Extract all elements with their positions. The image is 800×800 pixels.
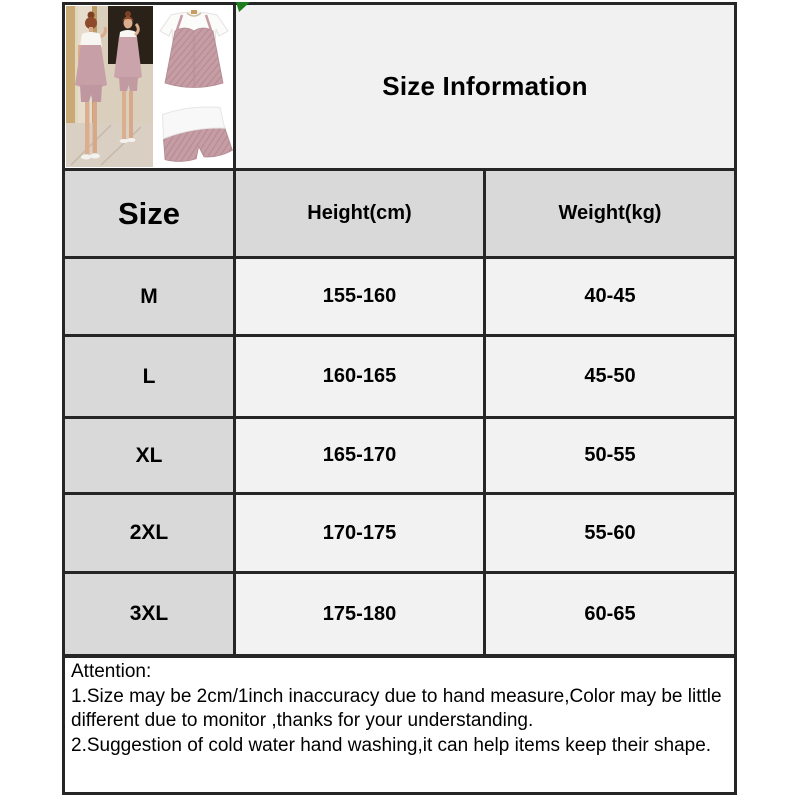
row-m-size: M [65,259,233,334]
product-photo-montage [65,5,233,168]
size-table [62,2,737,657]
row-2xl-height: 170-175 [236,495,483,571]
row-xl-height: 165-170 [236,419,483,492]
shorts-photo [155,98,233,167]
row-3xl-weight: 60-65 [486,574,734,654]
model-photo [66,6,153,167]
attention-heading: Attention: [71,661,152,682]
row-l-size: L [65,337,233,416]
attention-line-1: 1.Size may be 2cm/1inch inaccuracy due to hand measure,Color may be little [71,685,722,707]
row-l-weight: 45-50 [486,337,734,416]
row-2xl-weight: 55-60 [486,495,734,571]
product-photos-cell [65,5,233,168]
row-l-height: 160-165 [236,337,483,416]
row-m-height: 155-160 [236,259,483,334]
row-xl-weight: 50-55 [486,419,734,492]
row-m-weight: 40-45 [486,259,734,334]
row-3xl-height: 175-180 [236,574,483,654]
size-information-title: Size Information [236,5,734,168]
column-header-weight: Weight(kg) [486,171,734,256]
row-3xl-size: 3XL [65,574,233,654]
column-header-height: Height(cm) [236,171,483,256]
row-2xl-size: 2XL [65,495,233,571]
column-header-size: Size [65,171,233,256]
top-garment-photo [157,6,231,96]
attention-line-3: 2.Suggestion of cold water hand washing,it can help items keep their shape. [71,734,712,756]
row-xl-size: XL [65,419,233,492]
attention-note [62,655,737,795]
attention-line-2: different due to monitor ,thanks for your understanding. [71,710,534,731]
